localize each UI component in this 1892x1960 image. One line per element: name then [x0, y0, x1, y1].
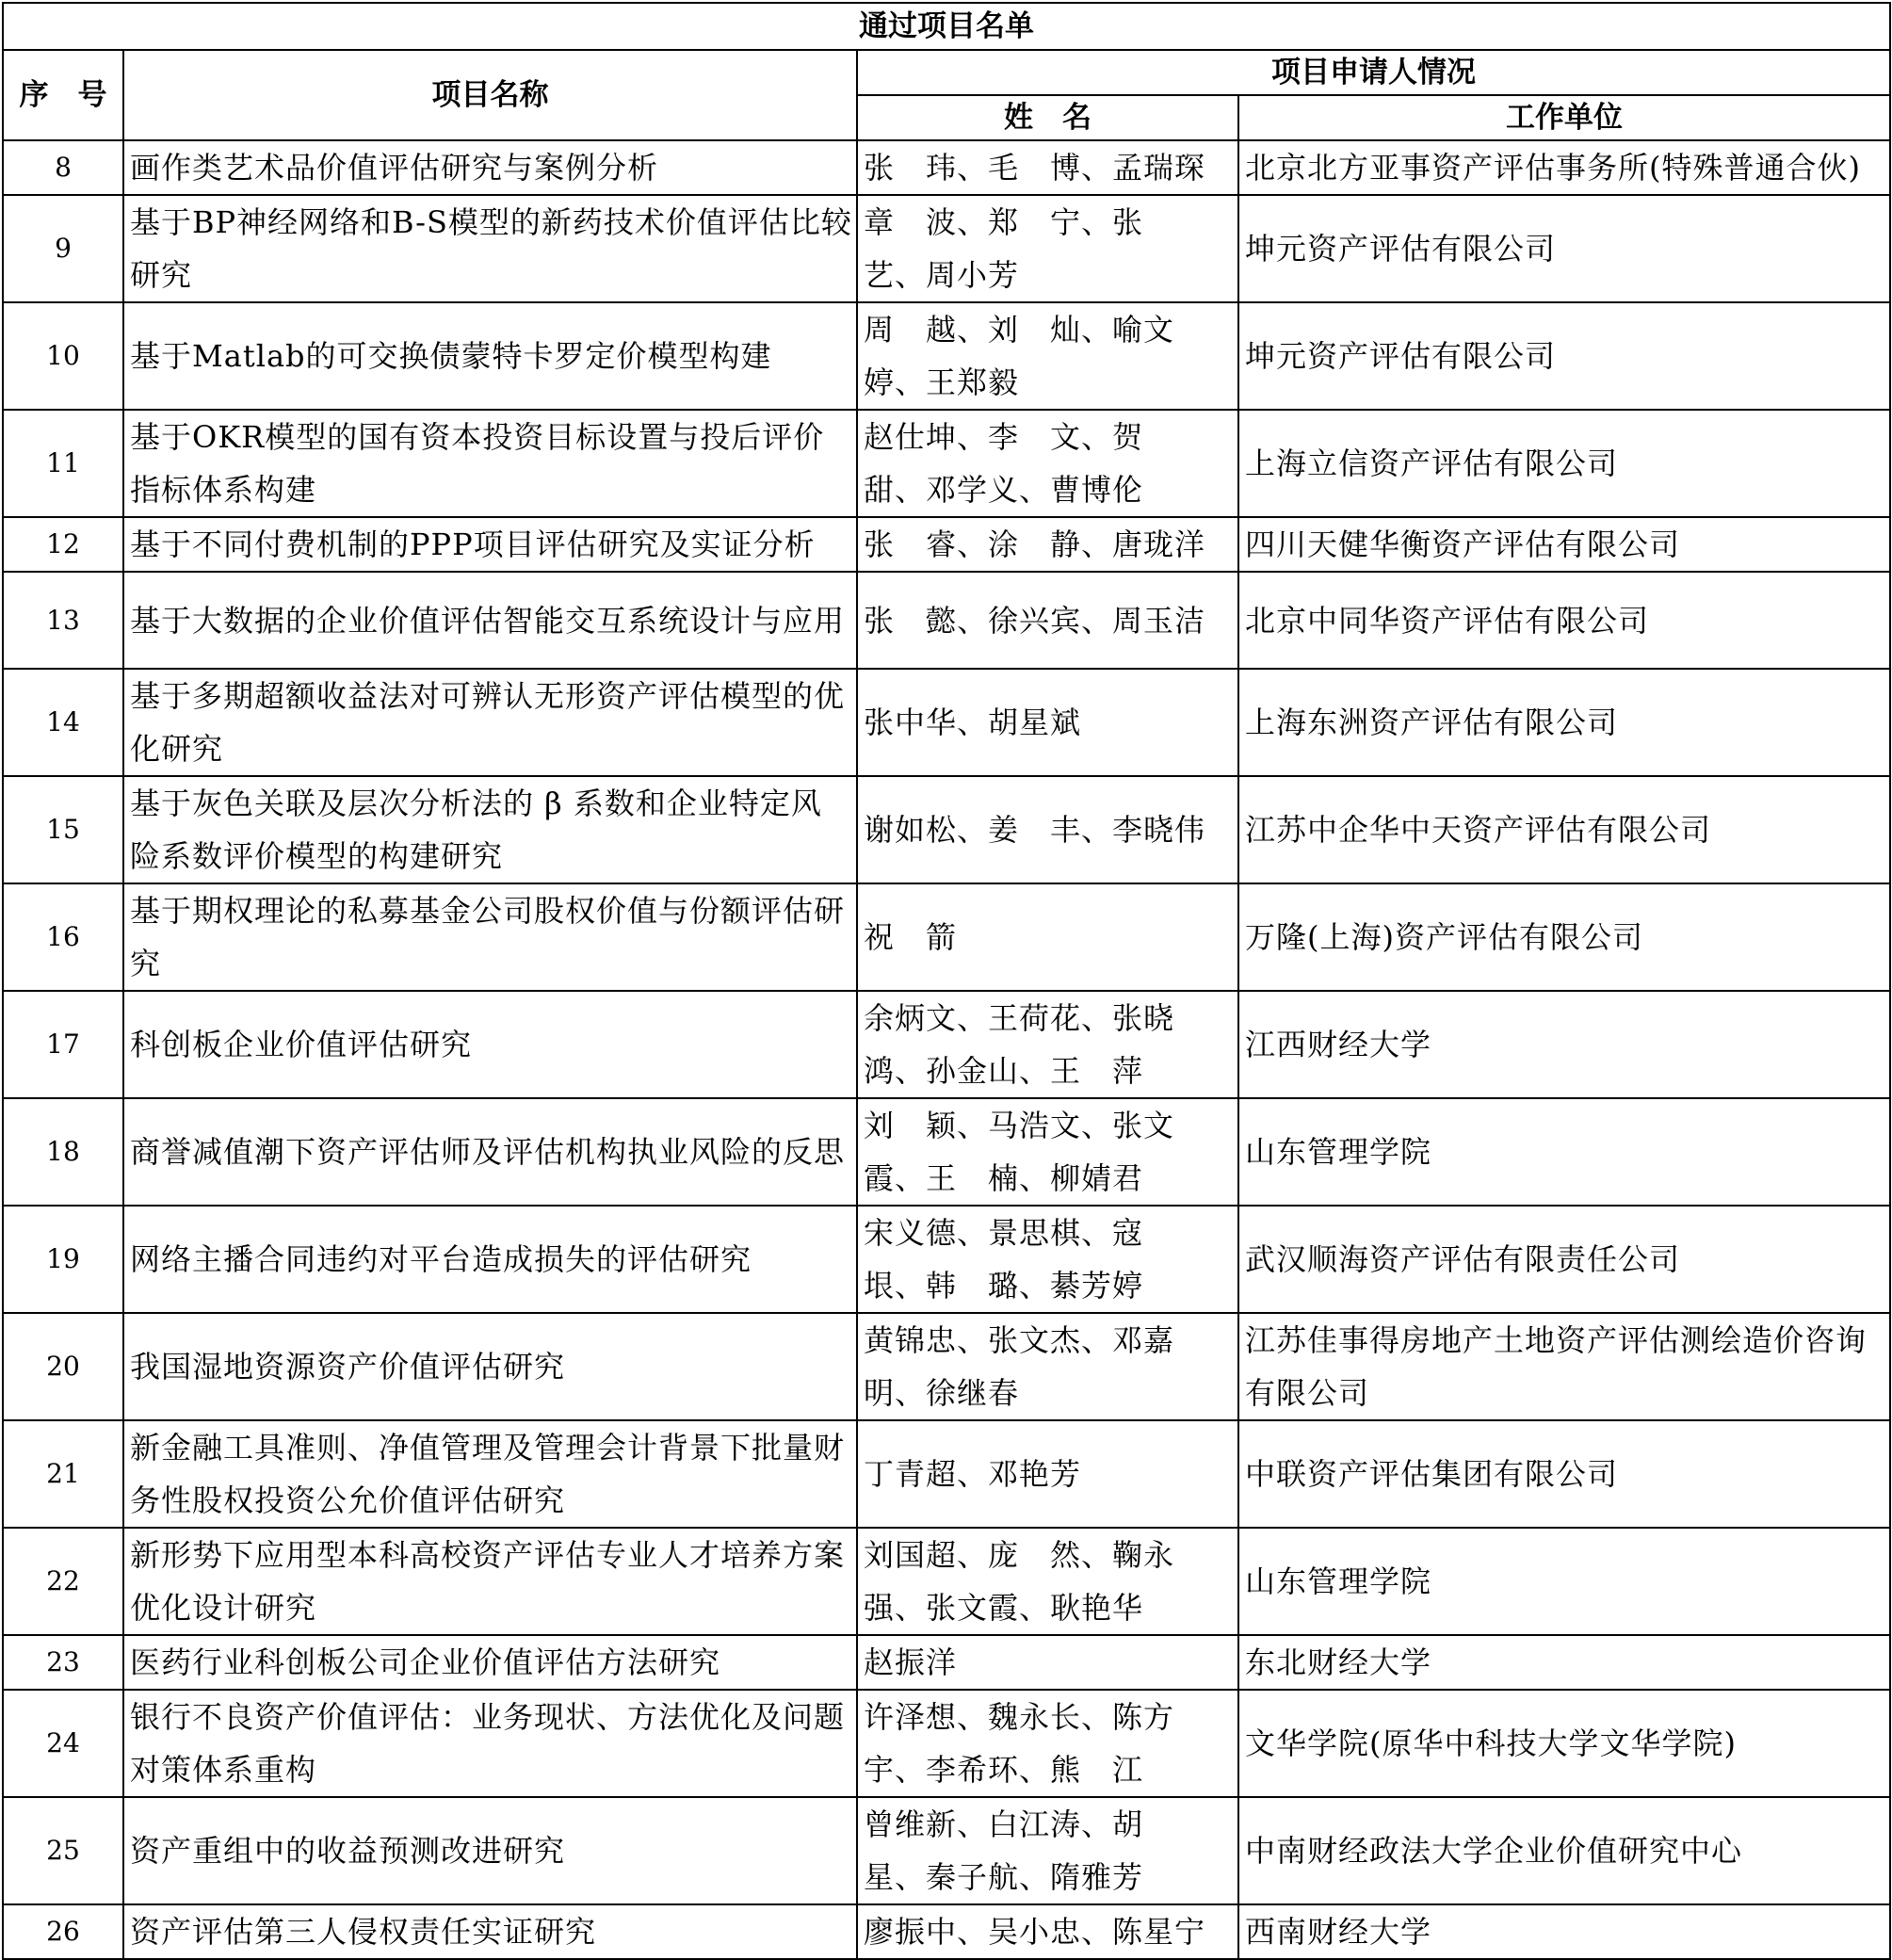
row-project-name-text: 资产重组中的收益预测改进研究 [130, 1833, 566, 1869]
row-project-name [123, 1420, 857, 1528]
row-applicant-names [857, 1635, 1238, 1690]
row-applicant-names-text: 赵仕坤、李 文、贺 甜、邓学义、曹博伦 [864, 419, 1175, 508]
header-seq: 序 号 [3, 50, 123, 140]
row-work-unit [1238, 1904, 1890, 1959]
row-applicant-names-text: 张 懿、徐兴宾、周玉洁 [864, 602, 1206, 639]
row-applicant-names [857, 776, 1238, 883]
row-applicant-names [857, 1206, 1238, 1313]
row-project-name [123, 517, 857, 572]
row-seq-text: 15 [46, 814, 80, 845]
row-project-name [123, 1797, 857, 1904]
row-project-name [123, 302, 857, 410]
table-row [3, 517, 1890, 572]
row-project-name [123, 1206, 857, 1313]
row-project-name [123, 410, 857, 517]
table-row [3, 410, 1890, 517]
row-applicant-names [857, 517, 1238, 572]
row-seq [3, 1690, 123, 1797]
row-seq-text: 24 [46, 1727, 80, 1758]
row-seq [3, 883, 123, 991]
row-work-unit [1238, 572, 1890, 669]
table-row [3, 572, 1890, 669]
row-work-unit [1238, 1528, 1890, 1635]
row-project-name [123, 1690, 857, 1797]
row-seq-text: 25 [46, 1835, 80, 1866]
row-work-unit [1238, 1797, 1890, 1904]
table-row [3, 1797, 1890, 1904]
row-project-name [123, 991, 857, 1098]
row-work-unit [1238, 140, 1890, 195]
row-seq-text: 13 [46, 604, 80, 636]
row-project-name-text: 医药行业科创板公司企业价值评估方法研究 [130, 1644, 721, 1680]
table-row [3, 1904, 1890, 1959]
row-project-name [123, 1635, 857, 1690]
row-applicant-names [857, 991, 1238, 1098]
row-applicant-names [857, 302, 1238, 410]
row-work-unit [1238, 991, 1890, 1098]
row-applicant-names [857, 669, 1238, 776]
row-applicant-names-text: 刘 颖、马浩文、张文霞、王 楠、柳婧君 [864, 1108, 1175, 1196]
row-project-name [123, 1904, 857, 1959]
row-seq [3, 1313, 123, 1420]
row-seq [3, 1528, 123, 1635]
row-seq [3, 195, 123, 302]
row-project-name-text: 基于Matlab的可交换债蒙特卡罗定价模型构建 [130, 338, 772, 374]
row-seq-text: 22 [46, 1565, 80, 1596]
row-project-name-text: 基于大数据的企业价值评估智能交互系统设计与应用 [130, 602, 846, 639]
table-row [3, 1635, 1890, 1690]
row-work-unit-text: 上海东洲资产评估有限公司 [1245, 705, 1619, 740]
row-seq-text: 19 [46, 1243, 80, 1274]
row-seq-text: 8 [55, 152, 72, 183]
row-applicant-names-text: 赵振洋 [864, 1644, 958, 1680]
row-seq-text: 14 [46, 706, 80, 737]
row-work-unit-text: 四川天健华衡资产评估有限公司 [1245, 526, 1681, 562]
table-row [3, 1098, 1890, 1206]
row-applicant-names-text: 余炳文、王荷花、张晓鸿、孙金山、王 萍 [864, 1000, 1175, 1089]
row-project-name-text: 画作类艺术品价值评估研究与案例分析 [130, 150, 659, 186]
table-row [3, 1206, 1890, 1313]
row-work-unit [1238, 1313, 1890, 1420]
table-row [3, 883, 1890, 991]
table-row [3, 195, 1890, 302]
table-body [3, 140, 1890, 1959]
row-seq-text: 23 [46, 1646, 80, 1677]
row-applicant-names [857, 1098, 1238, 1206]
row-seq [3, 776, 123, 883]
row-work-unit-text: 中南财经政法大学企业价值研究中心 [1245, 1833, 1743, 1869]
row-seq-text: 26 [46, 1916, 80, 1947]
row-applicant-names-text: 黄锦忠、张文杰、邓嘉明、徐继春 [864, 1322, 1175, 1411]
row-seq-text: 17 [46, 1029, 80, 1060]
row-applicant-names-text: 谢如松、姜 丰、李晓伟 [864, 812, 1206, 848]
row-work-unit-text: 东北财经大学 [1245, 1644, 1432, 1680]
row-project-name-text: 基于不同付费机制的PPP项目评估研究及实证分析 [130, 526, 816, 562]
row-applicant-names [857, 1690, 1238, 1797]
row-work-unit-text: 北京北方亚事资产评估事务所(特殊普通合伙) [1245, 150, 1861, 186]
row-work-unit [1238, 1690, 1890, 1797]
row-project-name-text: 新形势下应用型本科高校资产评估专业人才培养方案优化设计研究 [130, 1537, 846, 1626]
row-seq [3, 991, 123, 1098]
row-applicant-names-text: 周 越、刘 灿、喻文婷、王郑毅 [864, 312, 1175, 400]
row-project-name-text: 基于BP神经网络和B-S模型的新药技术价值评估比较研究 [130, 204, 852, 293]
row-project-name-text: 基于多期超额收益法对可辨认无形资产评估模型的优化研究 [130, 678, 846, 767]
row-work-unit [1238, 410, 1890, 517]
table-row [3, 302, 1890, 410]
row-work-unit-text: 江西财经大学 [1245, 1027, 1432, 1062]
row-work-unit [1238, 1206, 1890, 1313]
table-title: 通过项目名单 [3, 3, 1890, 50]
row-applicant-names [857, 1797, 1238, 1904]
row-project-name [123, 572, 857, 669]
row-seq [3, 1904, 123, 1959]
row-applicant-names [857, 195, 1238, 302]
row-work-unit-text: 上海立信资产评估有限公司 [1245, 445, 1619, 481]
row-work-unit [1238, 302, 1890, 410]
row-work-unit-text: 文华学院(原华中科技大学文华学院) [1245, 1725, 1737, 1761]
table-row [3, 776, 1890, 883]
row-project-name [123, 1313, 857, 1420]
row-applicant-names [857, 883, 1238, 991]
project-list-table [2, 2, 1891, 1960]
row-applicant-names-text: 许泽想、魏永长、陈方宇、李希环、熊 江 [864, 1699, 1175, 1788]
row-applicant-names [857, 1904, 1238, 1959]
row-seq-text: 9 [55, 233, 72, 264]
row-work-unit-text: 坤元资产评估有限公司 [1245, 338, 1557, 374]
row-seq [3, 1420, 123, 1528]
row-work-unit [1238, 883, 1890, 991]
row-seq [3, 572, 123, 669]
row-applicant-names-text: 张 睿、涂 静、唐珑洋 [864, 526, 1206, 562]
row-seq [3, 1635, 123, 1690]
header-project-name: 项目名称 [123, 50, 857, 140]
row-applicant-names-text: 刘国超、庞 然、鞠永强、张文霞、耿艳华 [864, 1537, 1175, 1626]
row-applicant-names-text: 张中华、胡星斌 [864, 705, 1082, 740]
row-seq-text: 20 [46, 1351, 80, 1382]
row-work-unit-text: 北京中同华资产评估有限公司 [1245, 602, 1650, 639]
row-seq [3, 1797, 123, 1904]
row-work-unit-text: 武汉顺海资产评估有限责任公司 [1245, 1241, 1681, 1277]
row-project-name [123, 776, 857, 883]
row-project-name-text: 资产评估第三人侵权责任实证研究 [130, 1914, 597, 1950]
row-project-name-text: 基于期权理论的私募基金公司股权价值与份额评估研究 [130, 893, 846, 981]
row-applicant-names-text: 廖振中、吴小忠、陈星宁 [864, 1914, 1206, 1950]
row-applicant-names-text: 宋义德、景思棋、寇 垠、韩 璐、綦芳婷 [864, 1215, 1175, 1304]
row-project-name [123, 883, 857, 991]
row-project-name-text: 基于OKR模型的国有资本投资目标设置与投后评价指标体系构建 [130, 419, 825, 508]
row-seq-text: 16 [46, 921, 80, 952]
row-seq [3, 517, 123, 572]
row-project-name-text: 新金融工具准则、净值管理及管理会计背景下批量财务性股权投资公允价值评估研究 [130, 1430, 846, 1518]
table-row [3, 669, 1890, 776]
row-work-unit-text: 江苏佳事得房地产土地资产评估测绘造价咨询有限公司 [1245, 1322, 1868, 1411]
row-project-name [123, 1098, 857, 1206]
row-seq-text: 12 [46, 528, 80, 559]
header-unit: 工作单位 [1238, 95, 1890, 140]
table-row [3, 1313, 1890, 1420]
row-applicant-names-text: 张 玮、毛 博、孟瑞琛 [864, 150, 1206, 186]
row-project-name-text: 基于灰色关联及层次分析法的 β 系数和企业特定风险系数评价模型的构建研究 [130, 786, 822, 874]
row-applicant-names [857, 410, 1238, 517]
row-work-unit-text: 山东管理学院 [1245, 1563, 1432, 1599]
row-work-unit-text: 江苏中企华中天资产评估有限公司 [1245, 812, 1712, 848]
row-applicant-names [857, 1528, 1238, 1635]
header-name: 姓 名 [857, 95, 1238, 140]
row-applicant-names-text: 丁青超、邓艳芳 [864, 1456, 1082, 1492]
row-work-unit-text: 中联资产评估集团有限公司 [1245, 1456, 1619, 1492]
row-work-unit-text: 万隆(上海)资产评估有限公司 [1245, 919, 1643, 955]
row-work-unit [1238, 517, 1890, 572]
row-seq-text: 21 [46, 1458, 80, 1489]
table-row [3, 1420, 1890, 1528]
row-applicant-names [857, 140, 1238, 195]
table-row [3, 140, 1890, 195]
row-seq [3, 1206, 123, 1313]
row-seq [3, 669, 123, 776]
row-work-unit-text: 西南财经大学 [1245, 1914, 1432, 1950]
row-work-unit [1238, 1635, 1890, 1690]
row-work-unit [1238, 1420, 1890, 1528]
row-project-name-text: 银行不良资产价值评估：业务现状、方法优化及问题对策体系重构 [130, 1699, 846, 1788]
row-seq [3, 410, 123, 517]
row-project-name [123, 1528, 857, 1635]
row-applicant-names-text: 章 波、郑 宁、张 艺、周小芳 [864, 204, 1175, 293]
row-seq-text: 11 [46, 447, 80, 478]
row-applicant-names [857, 1313, 1238, 1420]
row-applicant-names [857, 1420, 1238, 1528]
row-seq [3, 1098, 123, 1206]
row-project-name [123, 140, 857, 195]
row-project-name-text: 科创板企业价值评估研究 [130, 1027, 473, 1062]
row-work-unit-text: 山东管理学院 [1245, 1134, 1432, 1170]
row-work-unit [1238, 1098, 1890, 1206]
table-row [3, 1528, 1890, 1635]
row-project-name-text: 我国湿地资源资产价值评估研究 [130, 1349, 566, 1385]
row-seq-text: 18 [46, 1136, 80, 1167]
row-seq-text: 10 [46, 340, 80, 371]
table-row [3, 991, 1890, 1098]
row-work-unit-text: 坤元资产评估有限公司 [1245, 231, 1557, 267]
row-project-name [123, 195, 857, 302]
row-project-name-text: 网络主播合同违约对平台造成损失的评估研究 [130, 1241, 752, 1277]
row-applicant-names-text: 祝 箭 [864, 919, 958, 955]
header-applicant-group: 项目申请人情况 [857, 50, 1890, 95]
row-work-unit [1238, 195, 1890, 302]
row-applicant-names [857, 572, 1238, 669]
row-seq [3, 302, 123, 410]
table-row [3, 1690, 1890, 1797]
row-project-name-text: 商誉减值潮下资产评估师及评估机构执业风险的反思 [130, 1134, 846, 1170]
row-work-unit [1238, 669, 1890, 776]
row-project-name [123, 669, 857, 776]
row-work-unit [1238, 776, 1890, 883]
row-applicant-names-text: 曾维新、白江涛、胡 星、秦子航、隋雅芳 [864, 1806, 1175, 1895]
row-seq [3, 140, 123, 195]
